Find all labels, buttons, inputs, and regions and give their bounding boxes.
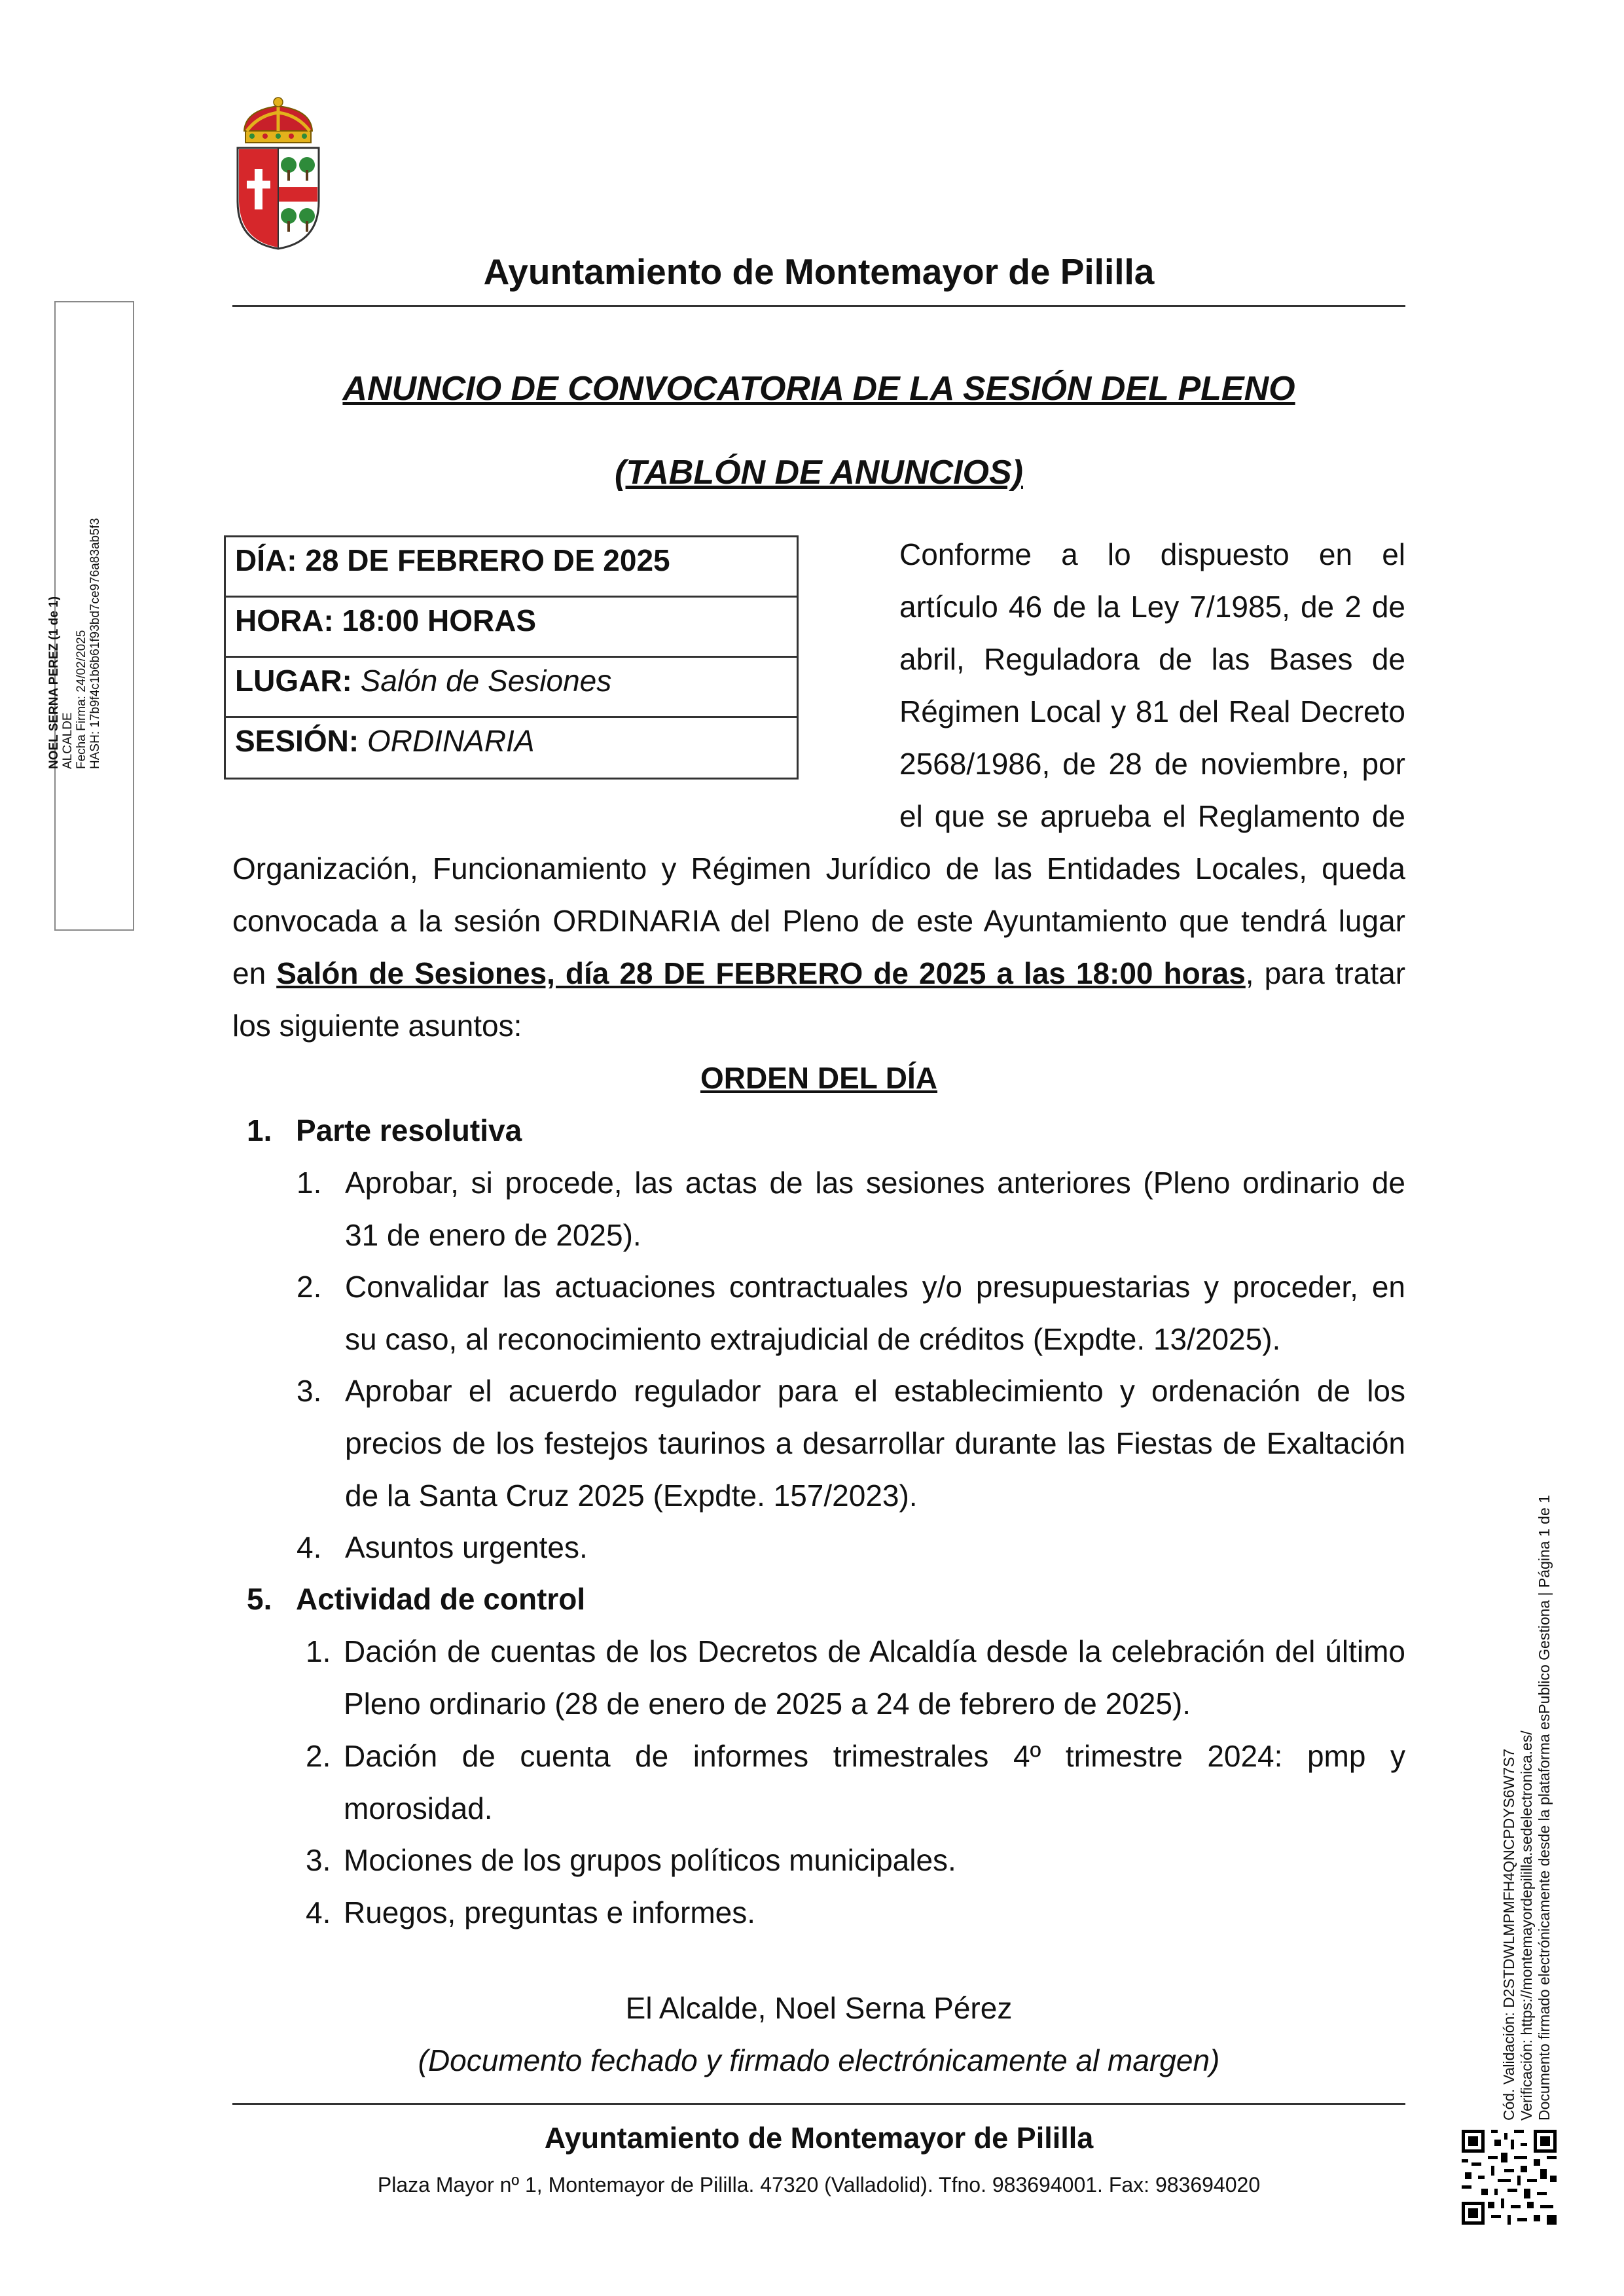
intro-line: 2568/1986, de 28 de noviembre, por <box>899 747 1405 781</box>
validation-url[interactable]: Verificación: https://montemayordepililla.sedelectronica.es/ <box>1518 1731 1535 2121</box>
validation-strip <box>1500 1427 1553 2121</box>
info-row-dia: DÍA: 28 DE FEBRERO DE 2025 <box>226 537 797 598</box>
agenda-section-title: Actividad de control <box>296 1582 586 1616</box>
signature-name: El Alcalde, Noel Serna Pérez <box>625 1991 1013 2025</box>
intro-line: los siguiente asuntos: <box>232 1009 522 1043</box>
intro-line: artículo 46 de la Ley 7/1985, de 2 de <box>899 590 1405 624</box>
intro-paragraph-wrap <box>899 534 1405 848</box>
validation-code: Cód. Validación: D2STDWLMPMFH4QNCPDYS6W7S7 <box>1500 1748 1517 2121</box>
intro-line: convocada a la sesión ORDINARIA del Pleno de este Ayuntamiento que tendrá lugar <box>232 904 1405 938</box>
footer-divider <box>232 2103 1405 2105</box>
qr-code-icon <box>1462 2130 1557 2225</box>
intro-line: Régimen Local y 81 del Real Decreto <box>899 694 1405 728</box>
agenda-section-title: Parte resolutiva <box>296 1113 522 1147</box>
footer-address: Plaza Mayor nº 1, Montemayor de Pililla. 47320 (Valladolid). Tfno. 983694001. Fax: 983694020 <box>377 2173 1261 2197</box>
session-place-date: Salón de Sesiones, día 28 DE FEBRERO de 2025 a las 18:00 horas <box>276 956 1246 990</box>
validation-platform: Documento firmado electrónicamente desde la plataforma esPublico Gestiona | Página 1 de 1 <box>1536 1495 1553 2121</box>
electronic-signature-text: NOEL SERNA PEREZ (1 de 1) ALCALDE Fecha Firma: 24/02/2025 HASH: 17b9f4c1b6b61f93bd7ce976a83ab5f3 <box>47 518 102 769</box>
footer-title: Ayuntamiento de Montemayor de Pililla <box>544 2121 1094 2155</box>
intro-line: el que se aprueba el Reglamento de <box>899 799 1405 833</box>
intro-line: en Salón de Sesiones, día 28 DE FEBRERO de 2025 a las 18:00 horas, para tratar <box>232 956 1406 990</box>
document-subtitle: (TABLÓN DE ANUNCIOS) <box>615 454 1023 492</box>
info-row-sesion: SESIÓN: ORDINARIA <box>235 724 535 758</box>
session-info-table <box>224 535 799 780</box>
document-title: ANUNCIO DE CONVOCATORIA DE LA SESIÓN DEL PLENO <box>342 370 1295 408</box>
intro-line: Conforme a lo dispuesto en el <box>899 537 1405 571</box>
coat-of-arms-logo <box>232 97 324 251</box>
header-title: Ayuntamiento de Montemayor de Pililla <box>483 251 1155 292</box>
info-row-hora: HORA: 18:00 HORAS <box>226 598 797 658</box>
intro-line: abril, Reguladora de las Bases de <box>899 642 1405 676</box>
header-divider <box>232 305 1405 307</box>
info-row-lugar: LUGAR: Salón de Sesiones <box>226 658 797 718</box>
intro-paragraph-full <box>232 848 1405 1058</box>
agenda-title: ORDEN DEL DÍA <box>700 1061 938 1095</box>
intro-line: Organización, Funcionamiento y Régimen Jurídico de las Entidades Locales, queda <box>232 852 1405 886</box>
signature-note: (Documento fechado y firmado electrónicamente al margen) <box>418 2043 1220 2077</box>
